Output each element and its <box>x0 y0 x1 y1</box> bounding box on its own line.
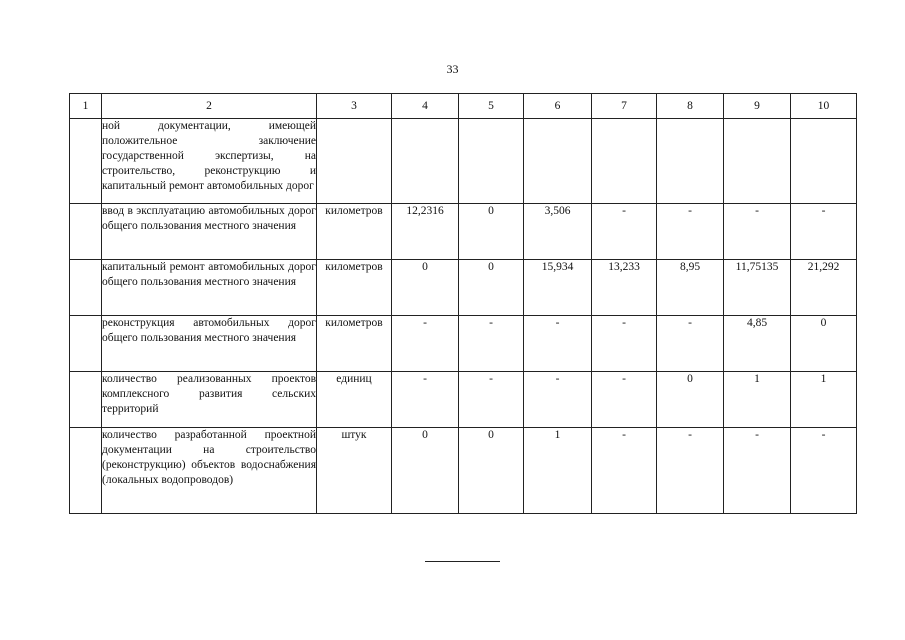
unit-cell: километров <box>317 316 392 372</box>
column-header-3: 3 <box>317 94 392 119</box>
table-row <box>70 260 857 316</box>
indicator-description: капитальный ремонт автомобильных дорог общего пользования местного значения <box>102 260 317 316</box>
unit-cell: километров <box>317 260 392 316</box>
column-header-8: 8 <box>657 94 724 119</box>
value-cell-col4: 0 <box>392 428 459 514</box>
table-row <box>70 119 857 204</box>
table-row <box>70 204 857 260</box>
row-number-cell <box>70 204 102 260</box>
value-cell-col5: 0 <box>459 428 524 514</box>
column-header-5: 5 <box>459 94 524 119</box>
row-number-cell <box>70 428 102 514</box>
value-cell-col9: - <box>724 204 791 260</box>
value-cell-col8: - <box>657 204 724 260</box>
value-cell-col6: - <box>524 316 592 372</box>
data-table <box>69 93 857 514</box>
value-cell-col9: - <box>724 428 791 514</box>
value-cell-col4: 0 <box>392 260 459 316</box>
value-cell-col7: 13,233 <box>592 260 657 316</box>
column-header-7: 7 <box>592 94 657 119</box>
value-cell-col7: - <box>592 372 657 428</box>
value-cell-col5 <box>459 119 524 204</box>
value-cell-col4 <box>392 119 459 204</box>
row-number-cell <box>70 372 102 428</box>
indicator-description: ввод в эксплуатацию автомобильных дорог общего пользования местного значения <box>102 204 317 260</box>
value-cell-col4: 12,2316 <box>392 204 459 260</box>
table-row <box>70 428 857 514</box>
row-number-cell <box>70 260 102 316</box>
unit-cell: единиц <box>317 372 392 428</box>
table-row <box>70 372 857 428</box>
unit-cell: штук <box>317 428 392 514</box>
value-cell-col8 <box>657 119 724 204</box>
value-cell-col4: - <box>392 316 459 372</box>
table-body <box>70 119 857 514</box>
value-cell-col7: - <box>592 428 657 514</box>
value-cell-col9 <box>724 119 791 204</box>
value-cell-col8: - <box>657 428 724 514</box>
column-header-9: 9 <box>724 94 791 119</box>
value-cell-col9: 1 <box>724 372 791 428</box>
table-row <box>70 316 857 372</box>
indicator-description: реконструкция автомобильных дорог общего пользования местного значения <box>102 316 317 372</box>
value-cell-col5: - <box>459 372 524 428</box>
value-cell-col6: - <box>524 372 592 428</box>
value-cell-col5: - <box>459 316 524 372</box>
value-cell-col10: - <box>791 204 857 260</box>
value-cell-col8: 0 <box>657 372 724 428</box>
row-number-cell <box>70 119 102 204</box>
page-number: 33 <box>446 62 459 76</box>
column-header-4: 4 <box>392 94 459 119</box>
column-header-10: 10 <box>791 94 857 119</box>
value-cell-col8: 8,95 <box>657 260 724 316</box>
value-cell-col7 <box>592 119 657 204</box>
value-cell-col5: 0 <box>459 204 524 260</box>
value-cell-col10: - <box>791 428 857 514</box>
value-cell-col8: - <box>657 316 724 372</box>
value-cell-col7: - <box>592 204 657 260</box>
value-cell-col5: 0 <box>459 260 524 316</box>
value-cell-col7: - <box>592 316 657 372</box>
value-cell-col6: 1 <box>524 428 592 514</box>
value-cell-col4: - <box>392 372 459 428</box>
value-cell-col6: 15,934 <box>524 260 592 316</box>
column-header-2: 2 <box>102 94 317 119</box>
value-cell-col9: 4,85 <box>724 316 791 372</box>
indicator-description: количество реализованных проектов комплексного развития сельских территорий <box>102 372 317 428</box>
value-cell-col10: 21,292 <box>791 260 857 316</box>
header-row <box>70 94 857 119</box>
table-header <box>70 94 857 119</box>
value-cell-col10: 0 <box>791 316 857 372</box>
row-number-cell <box>70 316 102 372</box>
value-cell-col9: 11,75135 <box>724 260 791 316</box>
column-header-6: 6 <box>524 94 592 119</box>
closing-rule <box>425 561 500 562</box>
unit-cell: километров <box>317 204 392 260</box>
unit-cell <box>317 119 392 204</box>
indicator-description: ной документации, имеющей положительное заключение государственной экспертизы, на строительство, реконструкцию и капитальный ремонт автомобильных дорог <box>102 119 317 204</box>
column-header-1: 1 <box>70 94 102 119</box>
value-cell-col6: 3,506 <box>524 204 592 260</box>
indicator-description: количество разработанной проектной документации на строительство (реконструкцию) объектов водоснабжения (локальных водопроводов) <box>102 428 317 514</box>
value-cell-col10 <box>791 119 857 204</box>
value-cell-col6 <box>524 119 592 204</box>
value-cell-col10: 1 <box>791 372 857 428</box>
